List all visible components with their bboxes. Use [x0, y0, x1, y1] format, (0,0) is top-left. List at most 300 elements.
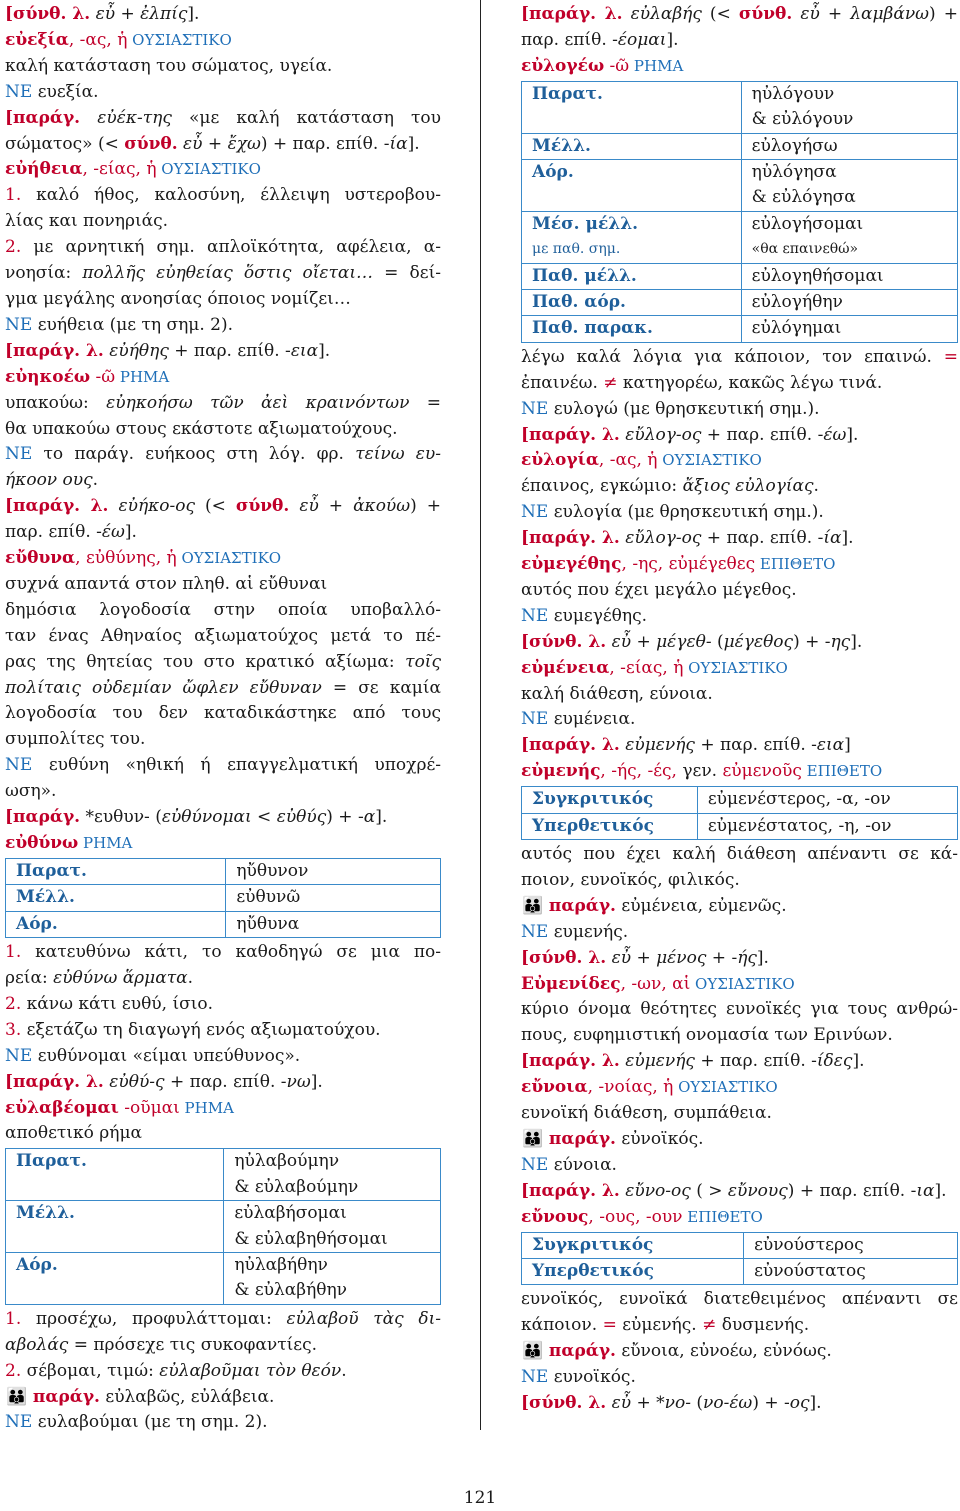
table-row — [6, 911, 441, 937]
table-row — [522, 1232, 958, 1258]
greek-example: πολλῆς εὐηθείας ὅστις οἴεται… — [82, 263, 374, 284]
table-label-cell — [6, 885, 226, 911]
text-segment: ωση». — [5, 781, 57, 802]
text-segment: + παρ. επίθ. - — [694, 735, 817, 756]
etymology-label: [σύνθ. λ. — [521, 1393, 607, 1414]
verb-form: ηὐλόγουν — [751, 83, 835, 104]
text-segment: εὐλαβῶς, εὐλάβεια. — [99, 1386, 275, 1407]
entry-line — [521, 733, 958, 759]
text-segment: εὔνοια, εὐνοέω, εὐνόως. — [615, 1341, 832, 1362]
entry-line — [521, 997, 958, 1023]
sense-number: 2. — [5, 237, 22, 258]
entry-line — [521, 604, 958, 630]
entry-line — [5, 468, 441, 494]
sense-number: 2. — [5, 993, 22, 1014]
part-of-speech: ΡΗΜΑ — [78, 834, 133, 852]
sense-number: ≠ — [603, 372, 618, 393]
greek-example: εὐθύ-ς — [109, 1071, 165, 1092]
conjugation-table — [521, 786, 958, 840]
greek-example: εὔνο-ος — [625, 1180, 691, 1201]
etymology-label: [παράγ. — [5, 107, 81, 128]
table-row — [6, 1253, 441, 1305]
part-of-speech: ΟΥΣΙΑΣΤΙΚΟ — [127, 30, 232, 49]
sense-number: = — [602, 1315, 617, 1336]
text-segment: αυτός που έχει καλή διάθεση απέναντι σε κά- — [521, 844, 958, 864]
text-segment: με αρνητική σημ. απλοϊκότητα, αφέλεια, α- — [21, 237, 441, 258]
entry-line — [5, 940, 441, 966]
text-segment: συμπολίτες του. — [5, 729, 146, 750]
greek-example: ος — [789, 1393, 810, 1414]
text-segment: ευεξία. — [32, 81, 99, 102]
verb-form: εὐλογήσομαι — [751, 213, 864, 234]
tense-label: Συγκριτικός — [532, 1234, 654, 1255]
modern-greek-label: ΝΕ — [5, 1045, 33, 1066]
text-segment: (< — [195, 496, 236, 517]
text-segment: «με καλή κατάσταση του — [171, 107, 441, 128]
entry-line — [5, 209, 441, 235]
entry-line — [5, 417, 441, 443]
text-segment: + — [631, 947, 657, 968]
tense-label: Παθ. παρακ. — [532, 318, 653, 339]
tense-label: Μέσ. μέλλ. — [532, 213, 639, 234]
entry-line — [521, 474, 958, 500]
lemma-inflection: , -νοίας, ἡ — [587, 1077, 674, 1098]
table-label-cell — [6, 1253, 224, 1305]
text-segment: ] — [844, 735, 851, 756]
text-segment: προσέχω, προφυλάττομαι: — [21, 1308, 287, 1329]
greek-example: εὐμενής — [625, 735, 695, 756]
entry-line — [5, 992, 441, 1018]
entry-line — [5, 1096, 441, 1122]
modern-greek-label: ΝΕ — [521, 1154, 549, 1175]
text-segment: + παρ. επίθ. - — [701, 528, 824, 549]
text-segment: + — [202, 133, 228, 154]
text-segment: αἱ εὔθυναι — [235, 573, 328, 594]
text-segment: ευλογία (με θρησκευτική σημ.). — [548, 502, 824, 523]
verb-form: εὐλόγημαι — [751, 318, 842, 339]
entry-line — [521, 842, 958, 868]
table-form-cell — [226, 911, 441, 937]
greek-example: νω — [286, 1071, 311, 1092]
verb-form: εὐλογηθήσομαι — [751, 265, 884, 286]
entry-line — [521, 345, 958, 371]
entry-line — [521, 1365, 958, 1391]
greek-example: εια — [816, 735, 845, 756]
entry-line — [521, 656, 958, 682]
lemma-inflection: , -ας, ἡ — [598, 450, 658, 471]
text-segment: ( — [690, 1393, 703, 1414]
table-label-cell — [6, 858, 226, 884]
verb-form: ηὐλαβήθην — [234, 1255, 328, 1275]
verb-form: εὐμενέστερος, -α, -ον — [707, 789, 891, 810]
lemma-headword: εὐηκοέω — [5, 366, 91, 387]
text-segment: εὐνοϊκός. — [615, 1128, 704, 1149]
lemma-headword: εὐθύνω — [5, 833, 79, 853]
table-form-cell — [224, 1149, 441, 1201]
greek-example: ἐλπίς — [140, 4, 188, 24]
text-segment: θα υπακούω στους εκάστοτε αξιωματούχους. — [5, 418, 398, 439]
entry-line — [5, 442, 441, 468]
table-row — [6, 1201, 441, 1253]
modern-greek-label: ΝΕ — [521, 398, 549, 419]
text-segment: . — [92, 470, 99, 491]
text-segment: ποιον, ευνοϊκός, φιλικός. — [521, 869, 740, 890]
entry-line — [5, 157, 441, 183]
table-row — [522, 316, 958, 342]
table-row — [522, 159, 958, 211]
table-row — [6, 858, 441, 884]
greek-example: έω — [101, 522, 125, 543]
entry-line — [521, 682, 958, 708]
text-segment: . — [187, 968, 193, 989]
table-label-cell — [522, 289, 742, 315]
part-of-speech: ΟΥΣΙΑΣΤΙΚΟ — [683, 658, 788, 677]
entry-line — [5, 650, 441, 676]
entry-line — [521, 946, 958, 972]
text-segment: + παρ. επίθ. - — [694, 1051, 817, 1072]
greek-example: εὐμενής — [625, 1051, 695, 1072]
greek-example: τοῖς — [405, 651, 441, 672]
entry-line — [5, 365, 441, 391]
entry-line — [521, 371, 958, 397]
part-of-speech: ΟΥΣΙΑΣΤΙΚΟ — [176, 549, 282, 568]
etymology-label: [παράγ. λ. — [521, 528, 620, 549]
entry-line — [5, 183, 441, 209]
greek-example: τείνω ευ- — [355, 444, 441, 465]
part-of-speech: ΟΥΣΙΑΣΤΙΚΟ — [657, 451, 762, 470]
verb-form: εὐλογήσω — [751, 135, 838, 156]
table-label-cell — [522, 159, 742, 211]
entry-line — [5, 1359, 441, 1385]
modern-greek-label: ΝΕ — [521, 1367, 549, 1388]
text-segment: ) + — [410, 496, 441, 517]
table-form-cell — [224, 1253, 441, 1305]
entry-line — [521, 500, 958, 526]
conjugation-table — [5, 858, 441, 938]
entry-line — [521, 894, 958, 920]
lemma-headword: Εὐμενίδες — [521, 973, 621, 994]
text-segment — [289, 496, 299, 516]
text-segment: ]. — [850, 631, 863, 652]
text-segment: κύριο όνομα θεότητες ευνοϊκές για τους ανθρώ- — [521, 999, 958, 1020]
text-segment: κάποιον. — [521, 1315, 603, 1336]
entry-line — [5, 1307, 441, 1333]
table-form-cell — [744, 1232, 958, 1258]
etymology-label: [σύνθ. λ. — [521, 631, 607, 652]
text-segment: ευνοϊκή διάθεση, συμπάθεια. — [521, 1103, 772, 1124]
text-segment: δημόσια λογοδοσία στην οποία υποβαλλό- — [5, 599, 441, 620]
lemma-inflection: , -ης, εὐμέγεθες — [621, 554, 756, 575]
conjugation-table — [521, 1232, 958, 1286]
table-row — [522, 813, 958, 839]
greek-example: ία — [389, 133, 408, 154]
sense-number: 2. — [5, 1360, 22, 1381]
modern-greek-label: ΝΕ — [521, 605, 549, 626]
greek-example: εὐλαβοῦμαι τὸν θεόν — [159, 1360, 342, 1381]
table-row — [6, 1149, 441, 1201]
page-number: 121 — [463, 1488, 497, 1508]
entry-line — [521, 630, 958, 656]
greek-example: εὖ — [611, 631, 632, 652]
table-form-cell — [697, 787, 957, 813]
lemma-headword: εὔθυνα — [5, 548, 76, 569]
table-label-cell — [522, 263, 742, 289]
text-segment: ) + — [929, 4, 958, 24]
table-row — [522, 787, 958, 813]
entry-line — [521, 552, 958, 578]
part-of-speech: ΟΥΣΙΑΣΤΙΚΟ — [690, 974, 795, 993]
entry-line — [5, 261, 441, 287]
text-segment: ευνοϊκός, ευνοϊκά διατεθειμένος απέναντι σε — [521, 1289, 958, 1310]
tense-label: Αόρ. — [532, 161, 574, 182]
entry-line — [5, 520, 441, 546]
verb-form: ηὔθυνον — [236, 860, 309, 881]
sense-number: 1. — [5, 185, 22, 206]
table-form-cell — [741, 211, 957, 263]
tense-label: Υπερθετικός — [532, 815, 654, 836]
text-segment: < — [251, 807, 277, 828]
text-segment: γεν. — [682, 761, 723, 782]
text-segment: σώματος» (< — [5, 133, 125, 154]
greek-example: εὔλογ-ος — [625, 528, 702, 549]
greek-example: ἀκούω — [353, 496, 411, 517]
text-segment: . — [341, 1360, 347, 1381]
entry-line — [5, 598, 441, 624]
text-segment: (< — [701, 4, 739, 24]
text-segment: εὐμενής. — [616, 1315, 703, 1336]
entry-line — [5, 805, 441, 831]
text-segment: δυσμενής. — [716, 1315, 810, 1336]
lemma-inflection: , -ής, -ές, — [600, 761, 683, 782]
entry-line — [5, 1044, 441, 1070]
greek-example: έω — [823, 424, 847, 445]
word-family-icon: 👪 — [522, 1341, 542, 1362]
lemma-headword: εὐεξία — [5, 29, 69, 50]
text-segment: εὐμένεια, εὐμενῶς. — [615, 895, 787, 916]
entry-line — [5, 701, 441, 727]
table-row — [522, 81, 958, 133]
text-segment: παρ. επίθ. - — [5, 522, 102, 543]
text-segment — [108, 496, 118, 516]
etymology-label: [παράγ. — [5, 807, 81, 828]
entry-line — [521, 1339, 958, 1365]
tense-label: Παρατ. — [16, 860, 87, 881]
lemma-headword: εὐμενής — [521, 761, 601, 782]
text-segment — [623, 4, 631, 24]
lemma-headword: εὐήθεια — [5, 159, 83, 180]
entry-line — [521, 578, 958, 604]
verb-form: «θα επαινεθώ» — [751, 241, 859, 258]
verb-form: & εὐλόγησα — [751, 187, 856, 208]
lemma-headword: εὔνοια — [521, 1077, 588, 1098]
sense-number: ≠ — [702, 1315, 717, 1336]
lemma-inflection: -ῶ — [604, 55, 630, 76]
verb-form: & εὐλαβηθήσομαι — [234, 1228, 388, 1249]
table-label-cell — [522, 133, 742, 159]
verb-form: & εὐλόγουν — [751, 109, 854, 130]
etymology-label: [σύνθ. λ. — [521, 947, 607, 968]
greek-example: νο- — [664, 1393, 691, 1414]
sense-number: 1. — [5, 1308, 22, 1329]
table-label-cell — [6, 1149, 224, 1201]
table-form-cell — [226, 858, 441, 884]
table-label-cell — [6, 1201, 224, 1253]
greek-example: εὐηκοήσω τῶν ἀεὶ κραινόντων — [106, 392, 410, 413]
text-segment: = δεί- — [373, 263, 441, 284]
modern-greek-label: ΝΕ — [521, 502, 549, 523]
etymology-label: παράγ. — [27, 1386, 100, 1407]
etymology-label: παράγ. — [543, 1128, 616, 1149]
lemma-inflection: , -ους, -ουν — [588, 1206, 683, 1227]
entry-line — [521, 1179, 958, 1205]
table-row — [522, 133, 958, 159]
text-segment: ]. — [852, 1051, 865, 1072]
text-segment: κατευθύνω κάτι, το καθοδηγώ σε μια πο- — [21, 942, 441, 963]
text-segment: = — [409, 392, 441, 413]
sense-number: 1. — [5, 942, 22, 963]
greek-example: εὐήκο-ος — [118, 496, 196, 517]
entry-line — [5, 624, 441, 650]
text-segment: . — [592, 372, 604, 393]
text-segment: πους, ευφημιστική ονομασία των Ερινύων. — [521, 1025, 893, 1046]
entry-line — [5, 287, 441, 313]
table-form-cell — [226, 885, 441, 911]
text-segment: . — [813, 476, 819, 497]
entry-line — [5, 1018, 441, 1044]
entry-line — [5, 1070, 441, 1096]
text-segment: ευνοϊκός. — [548, 1367, 636, 1388]
text-segment: ( > — [690, 1180, 728, 1201]
column-divider — [480, 0, 481, 1430]
table-row — [522, 1259, 958, 1285]
text-segment: ευλαβούμαι (με τη σημ. 2). — [32, 1412, 268, 1433]
modern-greek-label: ΝΕ — [5, 444, 33, 465]
text-segment: λέγω καλά λόγια για κάποιον, τον επαινώ. — [521, 346, 944, 367]
entry-line — [5, 1410, 441, 1436]
greek-example: νο-έω — [703, 1393, 753, 1414]
greek-example: εὐθύνω ἅρματα — [53, 968, 188, 989]
lemma-headword: εὔνους — [521, 1206, 589, 1227]
etymology-label: σύνθ. — [235, 496, 290, 517]
entry-line — [521, 1075, 958, 1101]
entry-line — [5, 391, 441, 417]
table-label-cell — [6, 911, 226, 937]
tense-label: Συγκριτικός — [532, 789, 654, 810]
verb-form: εὐλογήθην — [751, 291, 843, 312]
greek-example: α — [363, 807, 376, 828]
verb-form: εὐμενέστατος, -η, -ον — [707, 815, 892, 836]
verb-form: εὐνούστερος — [754, 1234, 864, 1255]
text-segment: γμα μεγάλης ανοησίας όποιος νομίζει… — [5, 288, 351, 309]
verb-form: ηὐλαβούμην — [234, 1151, 340, 1172]
text-segment: ευήθεια (με τη σημ. 2). — [32, 314, 234, 335]
modern-greek-label: ΝΕ — [5, 314, 33, 335]
table-label-cell — [522, 211, 742, 263]
tense-label: Υπερθετικός — [532, 1261, 654, 1281]
conjugation-table — [5, 1148, 441, 1304]
etymology-label: [παράγ. λ. — [5, 496, 109, 517]
entry-line — [521, 1127, 958, 1153]
text-segment: καλή κατάσταση του σώματος, υγεία. — [5, 55, 333, 76]
right-column — [521, 2, 958, 1417]
entry-line — [5, 28, 441, 54]
verb-form: & εὐλαβούμην — [234, 1176, 359, 1197]
left-column — [5, 2, 441, 1436]
greek-example: ἄξιος εὐλογίας — [682, 476, 814, 497]
lemma-inflection: , -είας, ἡ — [609, 657, 684, 678]
table-row — [522, 211, 958, 263]
text-segment: ]. — [809, 1393, 822, 1414]
entry-line — [5, 1385, 441, 1411]
entry-line — [5, 339, 441, 365]
word-family-icon: 👪 — [522, 895, 542, 916]
entry-line — [5, 546, 441, 572]
text-segment: ) + - — [752, 1393, 790, 1414]
greek-example: ης — [830, 631, 851, 652]
part-of-speech: ΕΠΙΘΕΤΟ — [801, 762, 883, 781]
text-segment: ]. — [841, 528, 854, 549]
text-segment: ἐπαινέω — [521, 372, 593, 393]
greek-example: μέγεθος — [723, 631, 794, 652]
entry-line — [5, 54, 441, 80]
entry-line — [521, 397, 958, 423]
text-segment: ]. — [407, 133, 420, 154]
greek-example: ἔχω — [227, 133, 261, 154]
text-segment: ευμένεια. — [548, 709, 636, 730]
word-family-icon: 👪 — [6, 1386, 26, 1407]
entry-line — [521, 2, 958, 28]
modern-greek-label: ΝΕ — [5, 1412, 33, 1433]
table-form-cell — [224, 1201, 441, 1253]
etymology-label: [παράγ. λ. — [521, 1051, 620, 1072]
part-of-speech: ΡΗΜΑ — [629, 56, 684, 75]
text-segment: αποθετικό ρήμα — [5, 1123, 142, 1144]
table-row — [6, 885, 441, 911]
text-segment: ]. — [124, 522, 137, 543]
text-segment: *ευθυν- ( — [80, 807, 162, 828]
sense-number: 3. — [5, 1019, 22, 1040]
text-segment: ]. — [846, 424, 859, 445]
conjugation-table — [521, 81, 958, 343]
text-segment: ευμεγέθης. — [548, 605, 648, 626]
greek-example: εὐήθης — [109, 340, 169, 361]
greek-example: εὖ — [611, 947, 632, 968]
etymology-label: [παράγ. λ. — [5, 340, 104, 361]
tense-label: Αόρ. — [16, 1255, 58, 1275]
text-segment: ]. — [756, 947, 769, 968]
text-segment: λίας και πονηριάς. — [5, 211, 169, 232]
tense-label: Αόρ. — [16, 913, 58, 934]
text-segment: = σε καμία — [321, 677, 441, 698]
entry-line — [5, 779, 441, 805]
text-segment: κάνω κάτι ευθύ, ίσιο. — [21, 993, 214, 1014]
table-form-cell — [741, 316, 957, 342]
text-segment: ευμενής. — [548, 921, 629, 942]
text-segment: ]. — [375, 807, 388, 828]
lemma-inflection: , -ων, αἱ — [620, 973, 691, 994]
greek-example: μένος — [656, 947, 707, 968]
entry-line — [5, 106, 441, 132]
text-segment: ]. — [187, 4, 200, 24]
verb-form: ηὔθυνα — [236, 913, 300, 934]
text-segment: ]. — [310, 1071, 323, 1092]
lemma-headword: εὐμεγέθης — [521, 554, 622, 575]
greek-example: εὐέκ-της — [97, 107, 172, 128]
text-segment: + — [318, 496, 354, 517]
etymology-label: παράγ. — [543, 1341, 616, 1362]
etymology-label: [παράγ. λ. — [5, 1071, 104, 1092]
entry-line — [521, 526, 958, 552]
